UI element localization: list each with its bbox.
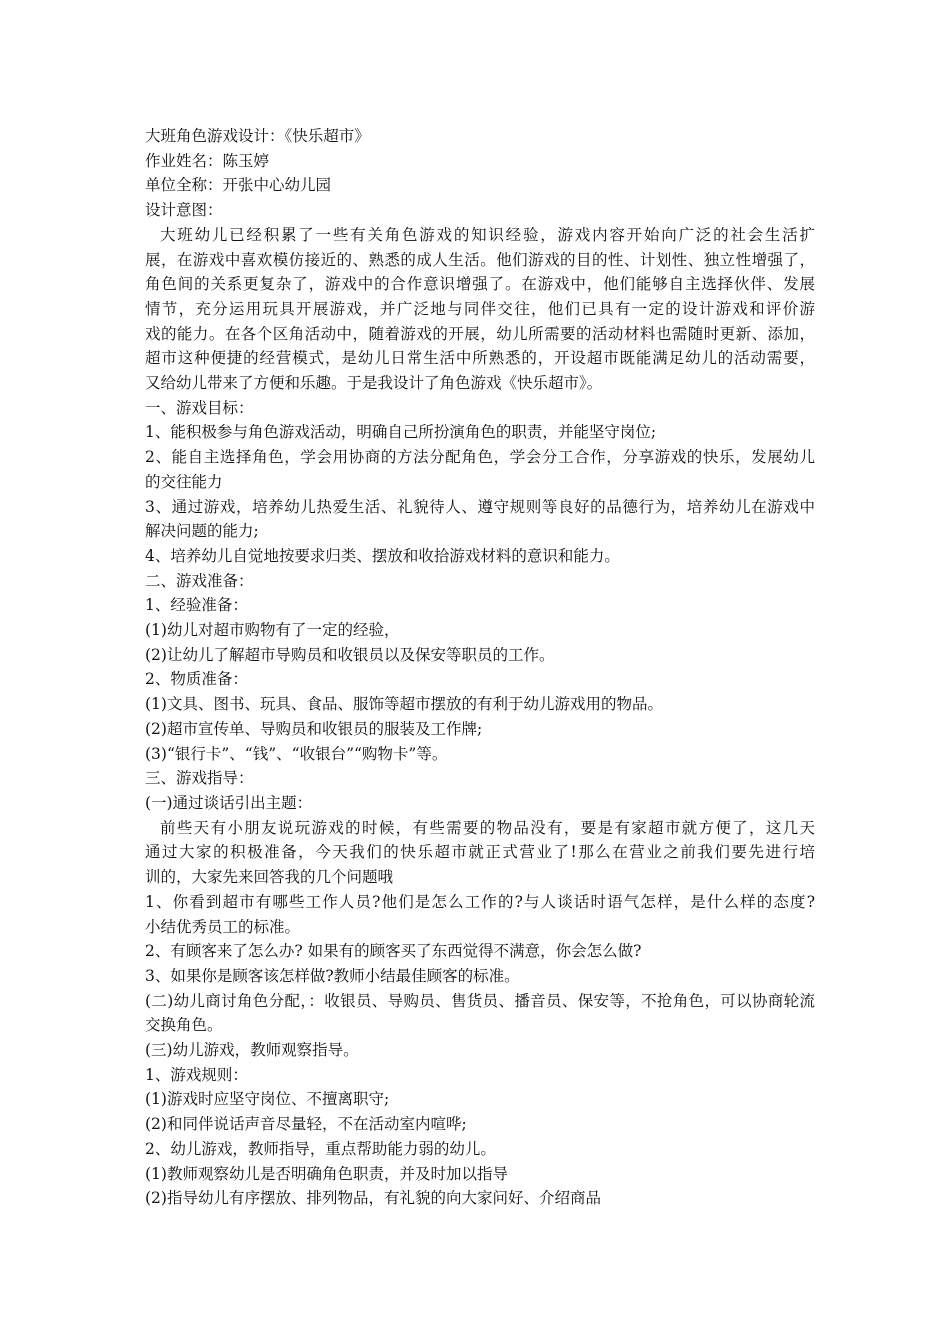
text-line: 2、有顾客来了怎么办? 如果有的顾客买了东西觉得不满意，你会怎么做?	[145, 942, 642, 961]
text-line: 角色间的关系更复杂了，游戏中的合作意识增强了。在游戏中，他们能够自主选择伙伴、发展	[145, 275, 815, 294]
text-line: (2)和同伴说话声音尽量轻，不在活动室内喧哗;	[145, 1115, 467, 1134]
prep-subheading	[145, 593, 815, 618]
text-line: (1)文具、图书、玩具、食品、服饰等超市摆放的有利于幼儿游戏用的物品。	[145, 695, 663, 714]
text-line: (三)幼儿游戏，教师观察指导。	[145, 1041, 359, 1060]
text-line: 三、游戏指导：	[145, 769, 254, 788]
text-line: 前些天有小朋友说玩游戏的时候，有些需要的物品没有，要是有家超市就方便了，这几天	[160, 818, 815, 837]
text-line: 1、经验准备：	[145, 596, 248, 615]
doc-title	[145, 124, 815, 149]
intent-paragraph	[145, 223, 815, 396]
text-line: 2、幼儿游戏，教师指导，重点帮助能力弱的幼儿。	[145, 1139, 496, 1158]
text-line: 2、能自主选择角色，学会用协商的方法分配角色，学会分工合作，分享游戏的快乐，发展幼儿	[145, 448, 815, 467]
unit-line	[145, 173, 815, 198]
text-line: (1)幼儿对超市购物有了一定的经验，	[145, 621, 400, 640]
text-line: 情节，充分运用玩具开展游戏，并广泛地与同伴交往，他们已具有一定的设计游戏和评价游	[145, 299, 815, 318]
author-line	[145, 149, 815, 174]
text-line: 通过大家的积极准备，今天我们的快乐超市就正式营业了!那么在营业之前我们要先进行培	[145, 843, 815, 862]
goal-item	[145, 420, 815, 445]
text-line: 大班幼儿已经积累了一些有关角色游戏的知识经验，游戏内容开始向广泛的社会生活扩	[160, 225, 815, 244]
prep-item	[145, 643, 815, 668]
text-line: 大班角色游戏设计：《快乐超市》	[145, 127, 370, 145]
prep-item	[145, 717, 815, 742]
text-line: 单位全称：开张中心幼儿园	[145, 176, 332, 195]
text-line: 又给幼儿带来了方便和乐趣。于是我设计了角色游戏《快乐超市》。	[145, 374, 603, 393]
text-line: (1)游戏时应坚守岗位、不擅离职守;	[145, 1090, 390, 1109]
text-line: 解决问题的能力;	[145, 522, 259, 541]
goal-item	[145, 445, 815, 494]
text-line: (3)“银行卡”、“钱”、“收银台”“购物卡”等。	[145, 744, 448, 763]
prep-heading	[145, 569, 815, 594]
prep-item	[145, 692, 815, 717]
play-item	[145, 1162, 815, 1187]
guide-heading	[145, 766, 815, 791]
text-line: 1、能积极参与角色游戏活动，明确自己所扮演角色的职责，并能坚守岗位;	[145, 423, 657, 442]
text-line: (2)指导幼儿有序摆放、排列物品，有礼貌的向大家问好、介绍商品	[145, 1189, 601, 1208]
text-line: (2)让幼儿了解超市导购员和收银员以及保安等职员的工作。	[145, 645, 555, 664]
play-item	[145, 1186, 815, 1211]
text-line: 3、通过游戏，培养幼儿热爱生活、礼貌待人、遵守规则等良好的品德行为，培养幼儿在游戏中	[145, 497, 815, 516]
rules-heading	[145, 1063, 815, 1088]
text-line: 设计意图：	[145, 201, 223, 220]
text-line: 展，在游戏中喜欢模仿接近的、熟悉的成人生活。他们游戏的目的性、计划性、独立性增强了，	[145, 250, 815, 269]
rule-item	[145, 1112, 815, 1137]
document-page	[145, 124, 815, 1211]
guide-item	[145, 989, 815, 1038]
prep-subheading	[145, 667, 815, 692]
text-line: (2)超市宣传单、导购员和收银员的服装及工作牌;	[145, 719, 483, 738]
guide-subheading	[145, 791, 815, 816]
text-line: 3、如果你是顾客该怎样做?教师小结最佳顾客的标准。	[145, 966, 520, 985]
text-line: 超市这种便捷的经营模式，是幼儿日常生活中所熟悉的，开设超市既能满足幼儿的活动需要，	[145, 349, 815, 368]
question-item	[145, 939, 815, 964]
goal-item	[145, 544, 815, 569]
text-line: 交换角色。	[145, 1016, 223, 1035]
goal-item	[145, 495, 815, 544]
prep-item	[145, 618, 815, 643]
question-item	[145, 964, 815, 989]
text-line: (一)通过谈话引出主题：	[145, 793, 313, 812]
text-line: 训的，大家先来回答我的几个问题哦	[145, 868, 394, 887]
text-line: 作业姓名：陈玉婷	[145, 151, 270, 170]
text-line: 2、物质准备：	[145, 670, 248, 689]
play-heading	[145, 1137, 815, 1162]
goals-heading	[145, 396, 815, 421]
text-line: (1)教师观察幼儿是否明确角色职责，并及时加以指导	[145, 1164, 508, 1183]
guide-paragraph	[145, 816, 815, 890]
intent-heading	[145, 198, 815, 223]
question-item	[145, 890, 815, 939]
guide-subheading	[145, 1038, 815, 1063]
text-line: 小结优秀员工的标准。	[145, 917, 301, 936]
text-line: 1、你看到超市有哪些工作人员?他们是怎么工作的?与人谈话时语气怎样，是什么样的态度?	[145, 892, 815, 911]
text-line: 一、游戏目标：	[145, 398, 254, 417]
text-line: 的交往能力	[145, 472, 223, 491]
prep-item	[145, 742, 815, 767]
text-line: 1、游戏规则：	[145, 1065, 248, 1084]
rule-item	[145, 1087, 815, 1112]
text-line: 4、培养幼儿自觉地按要求归类、摆放和收拾游戏材料的意识和能力。	[145, 546, 620, 565]
text-line: (二)幼儿商讨角色分配，：收银员、导购员、售货员、播音员、保安等，不抢角色，可以协商轮流	[145, 991, 815, 1010]
text-line: 戏的能力。在各个区角活动中，随着游戏的开展，幼儿所需要的活动材料也需随时更新、添加，	[145, 324, 815, 343]
text-line: 二、游戏准备：	[145, 571, 254, 590]
